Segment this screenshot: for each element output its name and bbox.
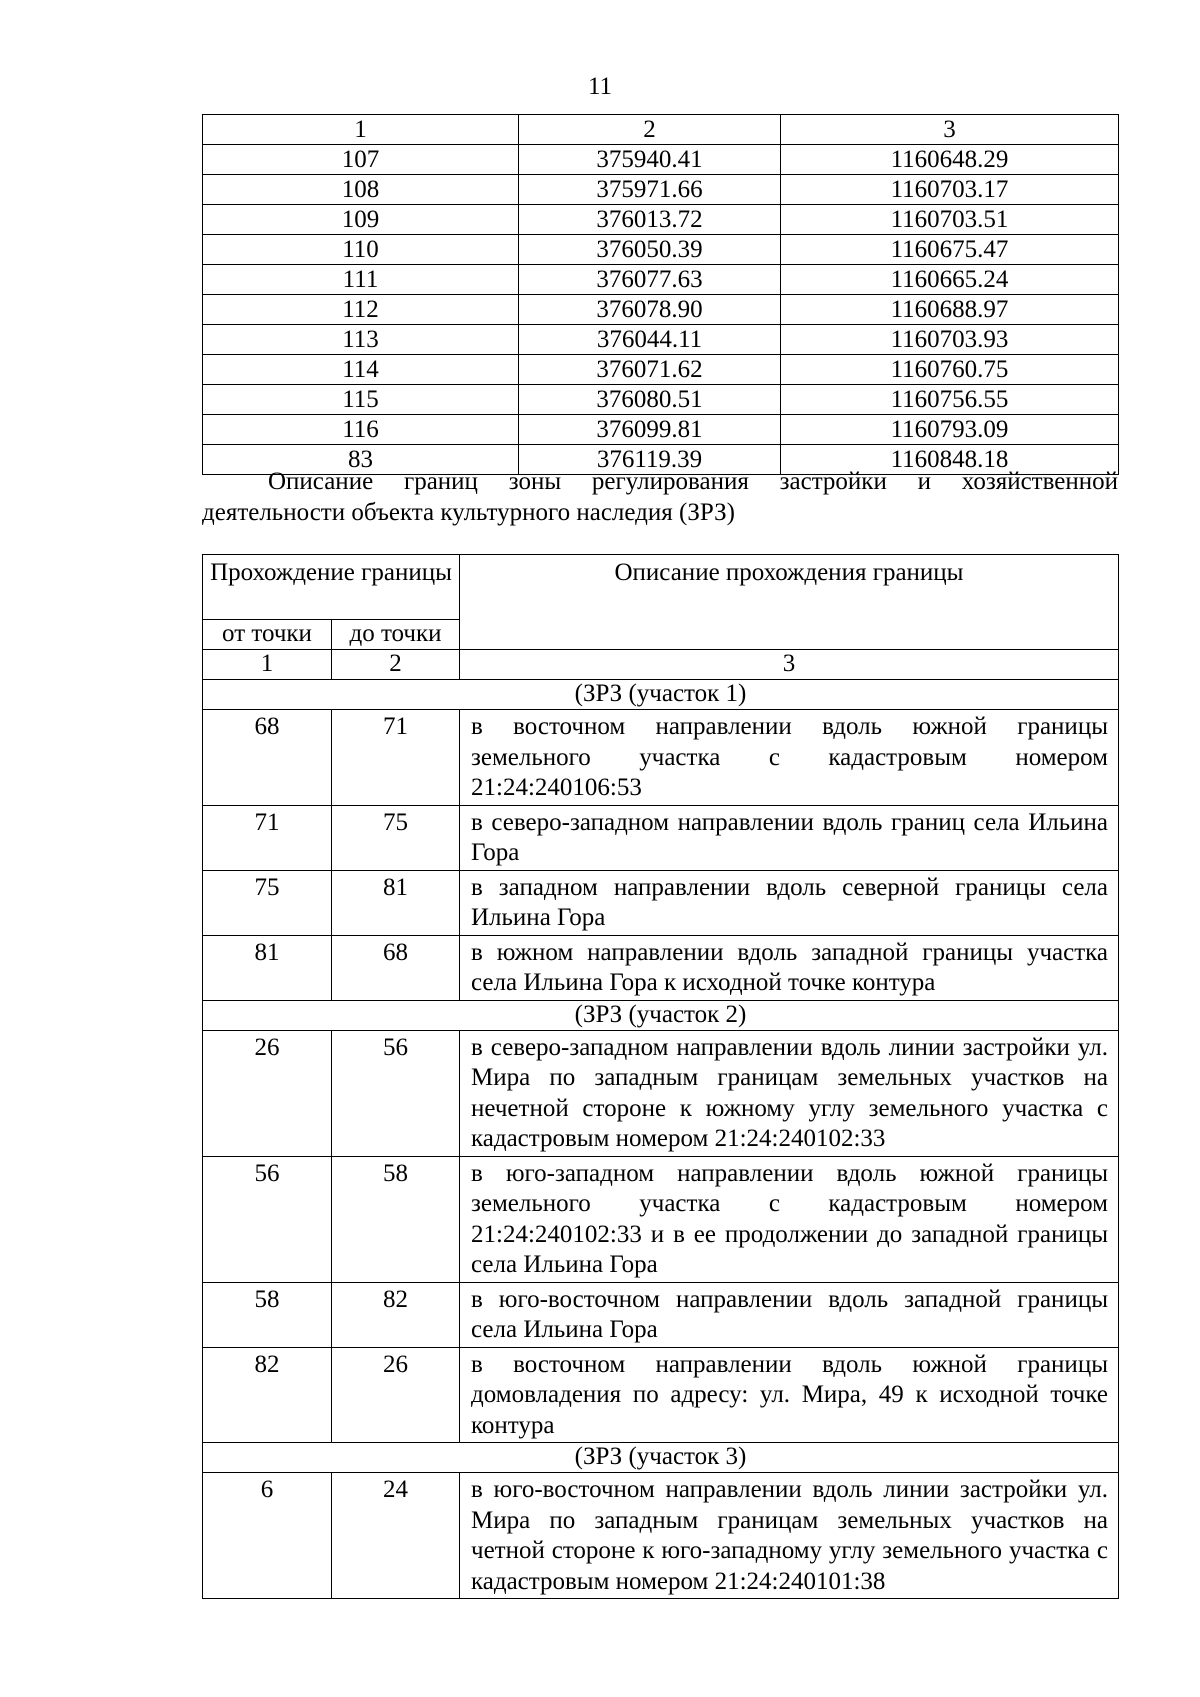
from-point: 71: [203, 805, 332, 870]
boundary-row: [203, 1473, 1119, 1599]
point-number: 109: [203, 205, 519, 235]
coord-y: 1160675.47: [781, 235, 1119, 265]
coord-y: 1160848.18: [781, 445, 1119, 475]
from-point: 68: [203, 710, 332, 806]
to-point: 71: [332, 710, 460, 806]
coord-row: [203, 295, 1119, 325]
coord-y: 1160760.75: [781, 355, 1119, 385]
coord-y: 1160703.93: [781, 325, 1119, 355]
to-point: 24: [332, 1473, 460, 1599]
point-number: 110: [203, 235, 519, 265]
coord-x: 376080.51: [519, 385, 781, 415]
coord-row: [203, 265, 1119, 295]
boundary-row: [203, 1156, 1119, 1282]
coord-row: [203, 205, 1119, 235]
header-row: [203, 555, 1119, 620]
to-point: 68: [332, 935, 460, 1000]
to-point: 81: [332, 870, 460, 935]
to-point: 82: [332, 1282, 460, 1347]
from-point: 26: [203, 1030, 332, 1156]
boundary-description: в западном направлении вдоль северной границы села Ильина Гора: [460, 870, 1119, 935]
coord-row: [203, 175, 1119, 205]
boundary-description: в северо-западном направлении вдоль линии застройки ул. Мира по западным границам земельных участков на нечетной стороне к южному углу земельного участка с кадастровым номером 21:24:240102:33: [460, 1030, 1119, 1156]
point-number: 113: [203, 325, 519, 355]
column-number: 2: [332, 650, 460, 680]
from-point: 81: [203, 935, 332, 1000]
boundary-description: в восточном направлении вдоль южной границы домовладения по адресу: ул. Мира, 49 к исходной точке контура: [460, 1347, 1119, 1443]
boundary-description: в юго-западном направлении вдоль южной границы земельного участка с кадастровым номером 21:24:240102:33 и в ее продолжении до западной границы села Ильина Гора: [460, 1156, 1119, 1282]
boundary-description: в северо-западном направлении вдоль границ села Ильина Гора: [460, 805, 1119, 870]
section-title-row: [203, 680, 1119, 710]
from-point: 56: [203, 1156, 332, 1282]
coord-x: 376013.72: [519, 205, 781, 235]
column-number-row: [203, 650, 1119, 680]
coord-column-number: 3: [781, 115, 1119, 145]
coord-row: [203, 325, 1119, 355]
coord-y: 1160793.09: [781, 415, 1119, 445]
point-number: 114: [203, 355, 519, 385]
boundary-row: [203, 935, 1119, 1000]
from-point: 82: [203, 1347, 332, 1443]
coord-x: 376099.81: [519, 415, 781, 445]
section-title-row: [203, 1443, 1119, 1473]
coord-y: 1160703.51: [781, 205, 1119, 235]
zrz-intro-text: Описание границ зоны регулирования застройки и хозяйственной деятельности объекта культурного наследия (ЗРЗ): [202, 468, 1118, 526]
boundary-description-table: [202, 554, 1119, 1599]
section-title-row: [203, 1000, 1119, 1030]
from-point: 58: [203, 1282, 332, 1347]
coord-row: [203, 415, 1119, 445]
coord-x: 375940.41: [519, 145, 781, 175]
to-point: 56: [332, 1030, 460, 1156]
coord-header-row: [203, 115, 1119, 145]
coord-y: 1160703.17: [781, 175, 1119, 205]
boundary-row: [203, 1282, 1119, 1347]
column-number: 3: [460, 650, 1119, 680]
point-number: 83: [203, 445, 519, 475]
header-description: Описание прохождения границы: [460, 555, 1119, 650]
to-point: 75: [332, 805, 460, 870]
boundary-row: [203, 805, 1119, 870]
boundary-row: [203, 1030, 1119, 1156]
column-number: 1: [203, 650, 332, 680]
section-title: (ЗРЗ (участок 2): [203, 1000, 1119, 1030]
point-number: 111: [203, 265, 519, 295]
point-number: 115: [203, 385, 519, 415]
coord-x: 375971.66: [519, 175, 781, 205]
coord-x: 376078.90: [519, 295, 781, 325]
coordinates-table: [202, 114, 1119, 475]
boundary-description: в юго-восточном направлении вдоль западной границы села Ильина Гора: [460, 1282, 1119, 1347]
header-passage: Прохождение границы: [203, 555, 460, 620]
boundary-row: [203, 870, 1119, 935]
coord-row: [203, 385, 1119, 415]
coord-y: 1160756.55: [781, 385, 1119, 415]
coord-column-number: 2: [519, 115, 781, 145]
point-number: 108: [203, 175, 519, 205]
boundary-description: в восточном направлении вдоль южной границы земельного участка с кадастровым номером 21:24:240106:53: [460, 710, 1119, 806]
point-number: 107: [203, 145, 519, 175]
from-point: 75: [203, 870, 332, 935]
section-title: (ЗРЗ (участок 3): [203, 1443, 1119, 1473]
coord-row: [203, 355, 1119, 385]
coord-x: 376119.39: [519, 445, 781, 475]
from-point: 6: [203, 1473, 332, 1599]
coord-x: 376071.62: [519, 355, 781, 385]
section-title: (ЗРЗ (участок 1): [203, 680, 1119, 710]
header-from-point: от точки: [203, 620, 332, 650]
coord-x: 376050.39: [519, 235, 781, 265]
to-point: 58: [332, 1156, 460, 1282]
point-number: 116: [203, 415, 519, 445]
coord-x: 376077.63: [519, 265, 781, 295]
page-number: 11: [587, 73, 613, 100]
coord-y: 1160688.97: [781, 295, 1119, 325]
coord-x: 376044.11: [519, 325, 781, 355]
coord-y: 1160648.29: [781, 145, 1119, 175]
coord-row: [203, 145, 1119, 175]
boundary-row: [203, 1347, 1119, 1443]
boundary-description: в юго-восточном направлении вдоль линии застройки ул. Мира по западным границам земельных участков на четной стороне к юго-западному углу земельного участка с кадастровым номером 21:24:240101:38: [460, 1473, 1119, 1599]
coord-column-number: 1: [203, 115, 519, 145]
header-to-point: до точки: [332, 620, 460, 650]
point-number: 112: [203, 295, 519, 325]
to-point: 26: [332, 1347, 460, 1443]
boundary-row: [203, 710, 1119, 806]
boundary-description: в южном направлении вдоль западной границы участка села Ильина Гора к исходной точке контура: [460, 935, 1119, 1000]
coord-row: [203, 235, 1119, 265]
coord-y: 1160665.24: [781, 265, 1119, 295]
